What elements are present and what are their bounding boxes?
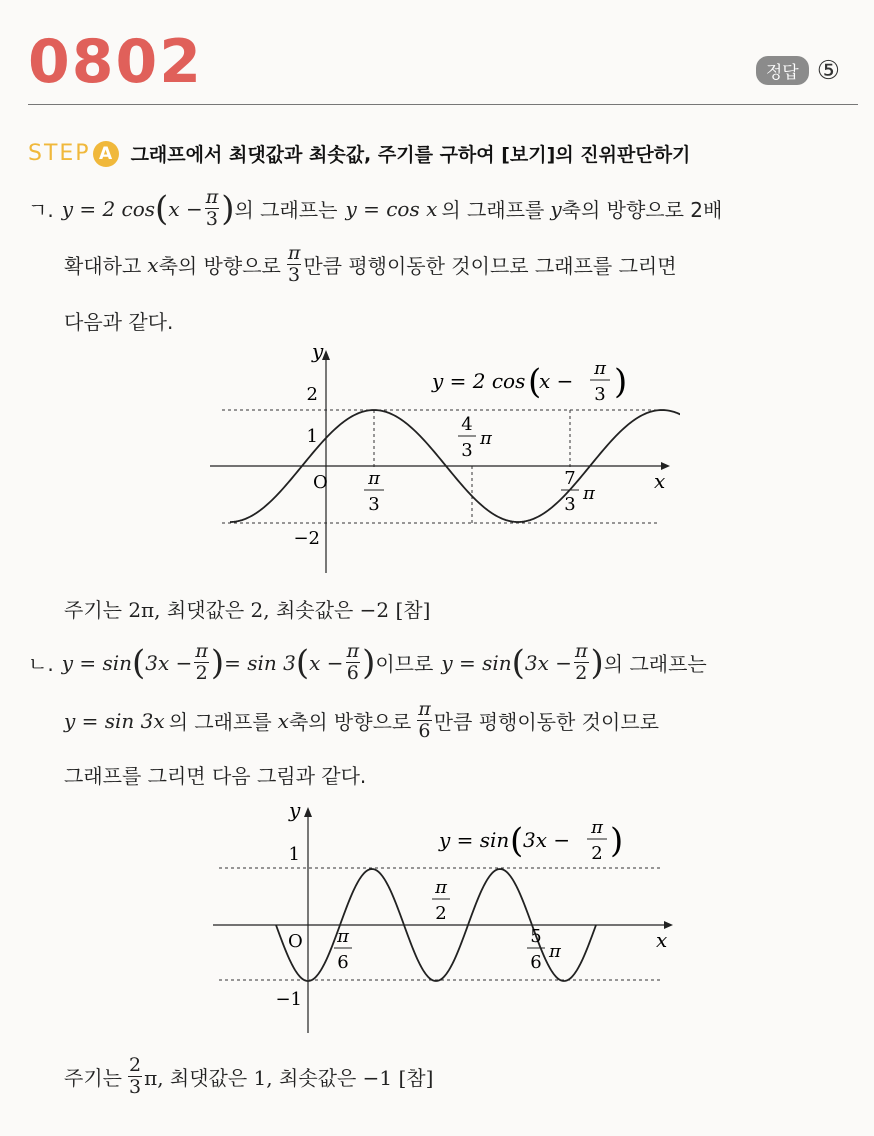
graph2-x-label: x xyxy=(656,928,668,952)
part1-eq-prefix: y = 2 cos xyxy=(61,196,156,221)
part2-eq-b: = sin 3 xyxy=(224,650,296,675)
fraction-numerator: π xyxy=(575,640,588,662)
graph2-tick-b-num: π xyxy=(435,877,447,898)
graph1 xyxy=(200,338,680,583)
problem-number: 0802 xyxy=(28,27,203,97)
part2-line2-text-a: 의 그래프를 xyxy=(168,710,272,734)
graph2-y-label: y xyxy=(289,798,301,822)
graph2-eq-paren-close: ) xyxy=(610,821,624,861)
part1-var-y: y xyxy=(550,196,562,221)
fraction-denominator: 3 xyxy=(288,264,301,286)
graph2-equation-left: y = sin xyxy=(439,828,510,852)
part2-summary xyxy=(64,1056,433,1097)
fraction-numerator: π xyxy=(346,640,360,662)
paren-open: ( xyxy=(132,642,146,683)
part2-eq-a-repeat: y = sin xyxy=(441,650,512,675)
graph2-y-arrow-icon xyxy=(304,807,312,817)
fraction-numerator: 2 xyxy=(128,1054,142,1076)
part1-line3: 다음과 같다. xyxy=(64,310,174,334)
graph1-equation-left: y = 2 cos xyxy=(432,369,526,393)
part2-inner-x: x − xyxy=(309,650,344,675)
part2-marker: ㄴ. xyxy=(28,652,54,676)
part2-line1 xyxy=(28,642,707,683)
step-heading xyxy=(28,140,690,167)
graph1-eq-paren-close: ) xyxy=(614,362,628,402)
paren-open: ( xyxy=(511,642,525,683)
part2-line3: 그래프를 그리면 다음 그림과 같다. xyxy=(64,764,367,788)
paren-open: ( xyxy=(295,642,310,683)
fraction-pi-over-3 xyxy=(205,188,220,229)
graph1-tick-b-den: 3 xyxy=(461,440,473,461)
part1-eq-mid: y = cos x xyxy=(345,196,438,221)
part1-summary-text: 주기는 2π, 최댓값은 2, 최솟값은 −2 [참] xyxy=(64,598,431,622)
paren-open: ( xyxy=(155,188,169,229)
fraction-pi-over-2 xyxy=(574,642,589,683)
part2-inner-3x-repeat: 3x − xyxy=(524,650,573,675)
graph2-ymin-label: −1 xyxy=(275,989,302,1010)
part1-line2 xyxy=(64,244,677,285)
paren-close: ) xyxy=(221,188,235,229)
graph2-tick-a-den: 6 xyxy=(337,952,349,973)
graph1-x-label: x xyxy=(654,469,666,493)
graph2-ymax-label: 1 xyxy=(288,844,300,865)
part2-text-a: 이므로 xyxy=(375,652,434,676)
fraction-denominator: 2 xyxy=(195,662,208,684)
graph1-tick-b-pi: π xyxy=(480,428,492,449)
graph2-tick-b-den: 2 xyxy=(435,903,447,924)
fraction-denominator: 6 xyxy=(418,720,431,742)
step-title: 그래프에서 최댓값과 최솟값, 주기를 구하여 [보기]의 진위판단하기 xyxy=(130,144,691,166)
part2-line2-text-c: 만큼 평행이동한 것이므로 xyxy=(433,710,659,734)
graph1-tick-a-num: π xyxy=(368,468,380,489)
part2-eq-a: y = sin xyxy=(61,650,132,675)
part1-line2-text-b: 축의 방향으로 xyxy=(158,254,281,278)
graph1-tick-a-den: 3 xyxy=(368,494,380,515)
step-letter-badge: A xyxy=(93,141,119,167)
part1-line2-text-a: 확대하고 xyxy=(64,254,142,278)
part2-line2 xyxy=(64,700,659,741)
fraction-numerator: π xyxy=(195,640,208,662)
graph1-yone-label: 1 xyxy=(306,426,318,447)
part1-text-b: 의 그래프를 xyxy=(441,198,545,222)
fraction-denominator: 6 xyxy=(346,662,359,684)
fraction-pi-over-2 xyxy=(194,642,209,683)
graph2-equation-inner: 3x − xyxy=(523,828,571,852)
graph1-ymax-label: 2 xyxy=(306,384,318,405)
graph2-eq-frac-num: π xyxy=(591,817,603,838)
paren-close: ) xyxy=(362,642,376,683)
part2-line2-var-x: x xyxy=(277,708,289,733)
fraction-pi-over-3 xyxy=(287,244,302,285)
graph2-tick-c-den: 6 xyxy=(530,952,542,973)
part1-line2-text-c: 만큼 평행이동한 것이므로 그래프를 그리면 xyxy=(303,254,677,278)
part2-summary-text-b: π, 최댓값은 1, 최솟값은 −1 [참] xyxy=(144,1066,434,1090)
paren-close: ) xyxy=(210,642,225,683)
graph1-y-label: y xyxy=(312,339,324,363)
graph1-tick-b-num: 4 xyxy=(461,414,473,435)
graph2-eq-frac-den: 2 xyxy=(591,843,603,864)
graph1-tick-c-pi: π xyxy=(583,483,595,504)
part1-text-c: 축의 방향으로 2배 xyxy=(561,198,723,222)
graph1-tick-c-num: 7 xyxy=(564,468,576,489)
graph1-tick-c-den: 3 xyxy=(564,494,576,515)
fraction-numerator: π xyxy=(418,698,431,720)
graph2-origin: O xyxy=(288,931,303,952)
step-label: STEP xyxy=(28,141,91,166)
fraction-pi-over-6 xyxy=(417,700,432,741)
part1-marker: ㄱ. xyxy=(28,198,54,222)
answer-badge: 정답 xyxy=(756,56,809,85)
graph1-eq-paren-open: ( xyxy=(528,362,542,402)
header-divider xyxy=(28,104,858,105)
answer-area xyxy=(756,56,840,85)
graph2-eq-paren-open: ( xyxy=(510,821,524,861)
fraction-2-over-3 xyxy=(128,1056,142,1097)
part2-inner-3x: 3x − xyxy=(145,650,193,675)
fraction-numerator: π xyxy=(205,186,219,208)
graph2 xyxy=(205,795,680,1040)
graph1-ymin-label: −2 xyxy=(293,528,320,549)
answer-value: ⑤ xyxy=(816,55,840,86)
fraction-denominator: 3 xyxy=(205,208,219,230)
part1-x-minus: x − xyxy=(168,196,203,221)
part1-line2-var-x: x xyxy=(147,252,159,277)
fraction-denominator: 2 xyxy=(575,662,588,684)
part2-summary-text-a: 주기는 xyxy=(64,1066,122,1090)
graph2-tick-c-num: 5 xyxy=(530,926,542,947)
graph1-origin: O xyxy=(313,472,328,493)
part1-text-a: 의 그래프는 xyxy=(234,198,338,222)
graph1-equation-inner: x − xyxy=(539,369,574,393)
graph2-tick-a-num: π xyxy=(337,926,349,947)
part2-line2-eq: y = sin 3x xyxy=(64,708,165,733)
part2-text-b: 의 그래프는 xyxy=(603,652,707,676)
graph1-eq-frac-den: 3 xyxy=(594,384,606,405)
graph2-tick-c-pi: π xyxy=(549,941,561,962)
fraction-pi-over-6 xyxy=(346,642,361,683)
fraction-denominator: 3 xyxy=(128,1076,142,1098)
fraction-numerator: π xyxy=(287,242,301,264)
part1-line1 xyxy=(28,188,722,229)
graph1-eq-frac-num: π xyxy=(594,358,606,379)
paren-close: ) xyxy=(590,642,604,683)
part1-summary xyxy=(64,594,430,623)
part2-line2-text-b: 축의 방향으로 xyxy=(288,710,412,734)
